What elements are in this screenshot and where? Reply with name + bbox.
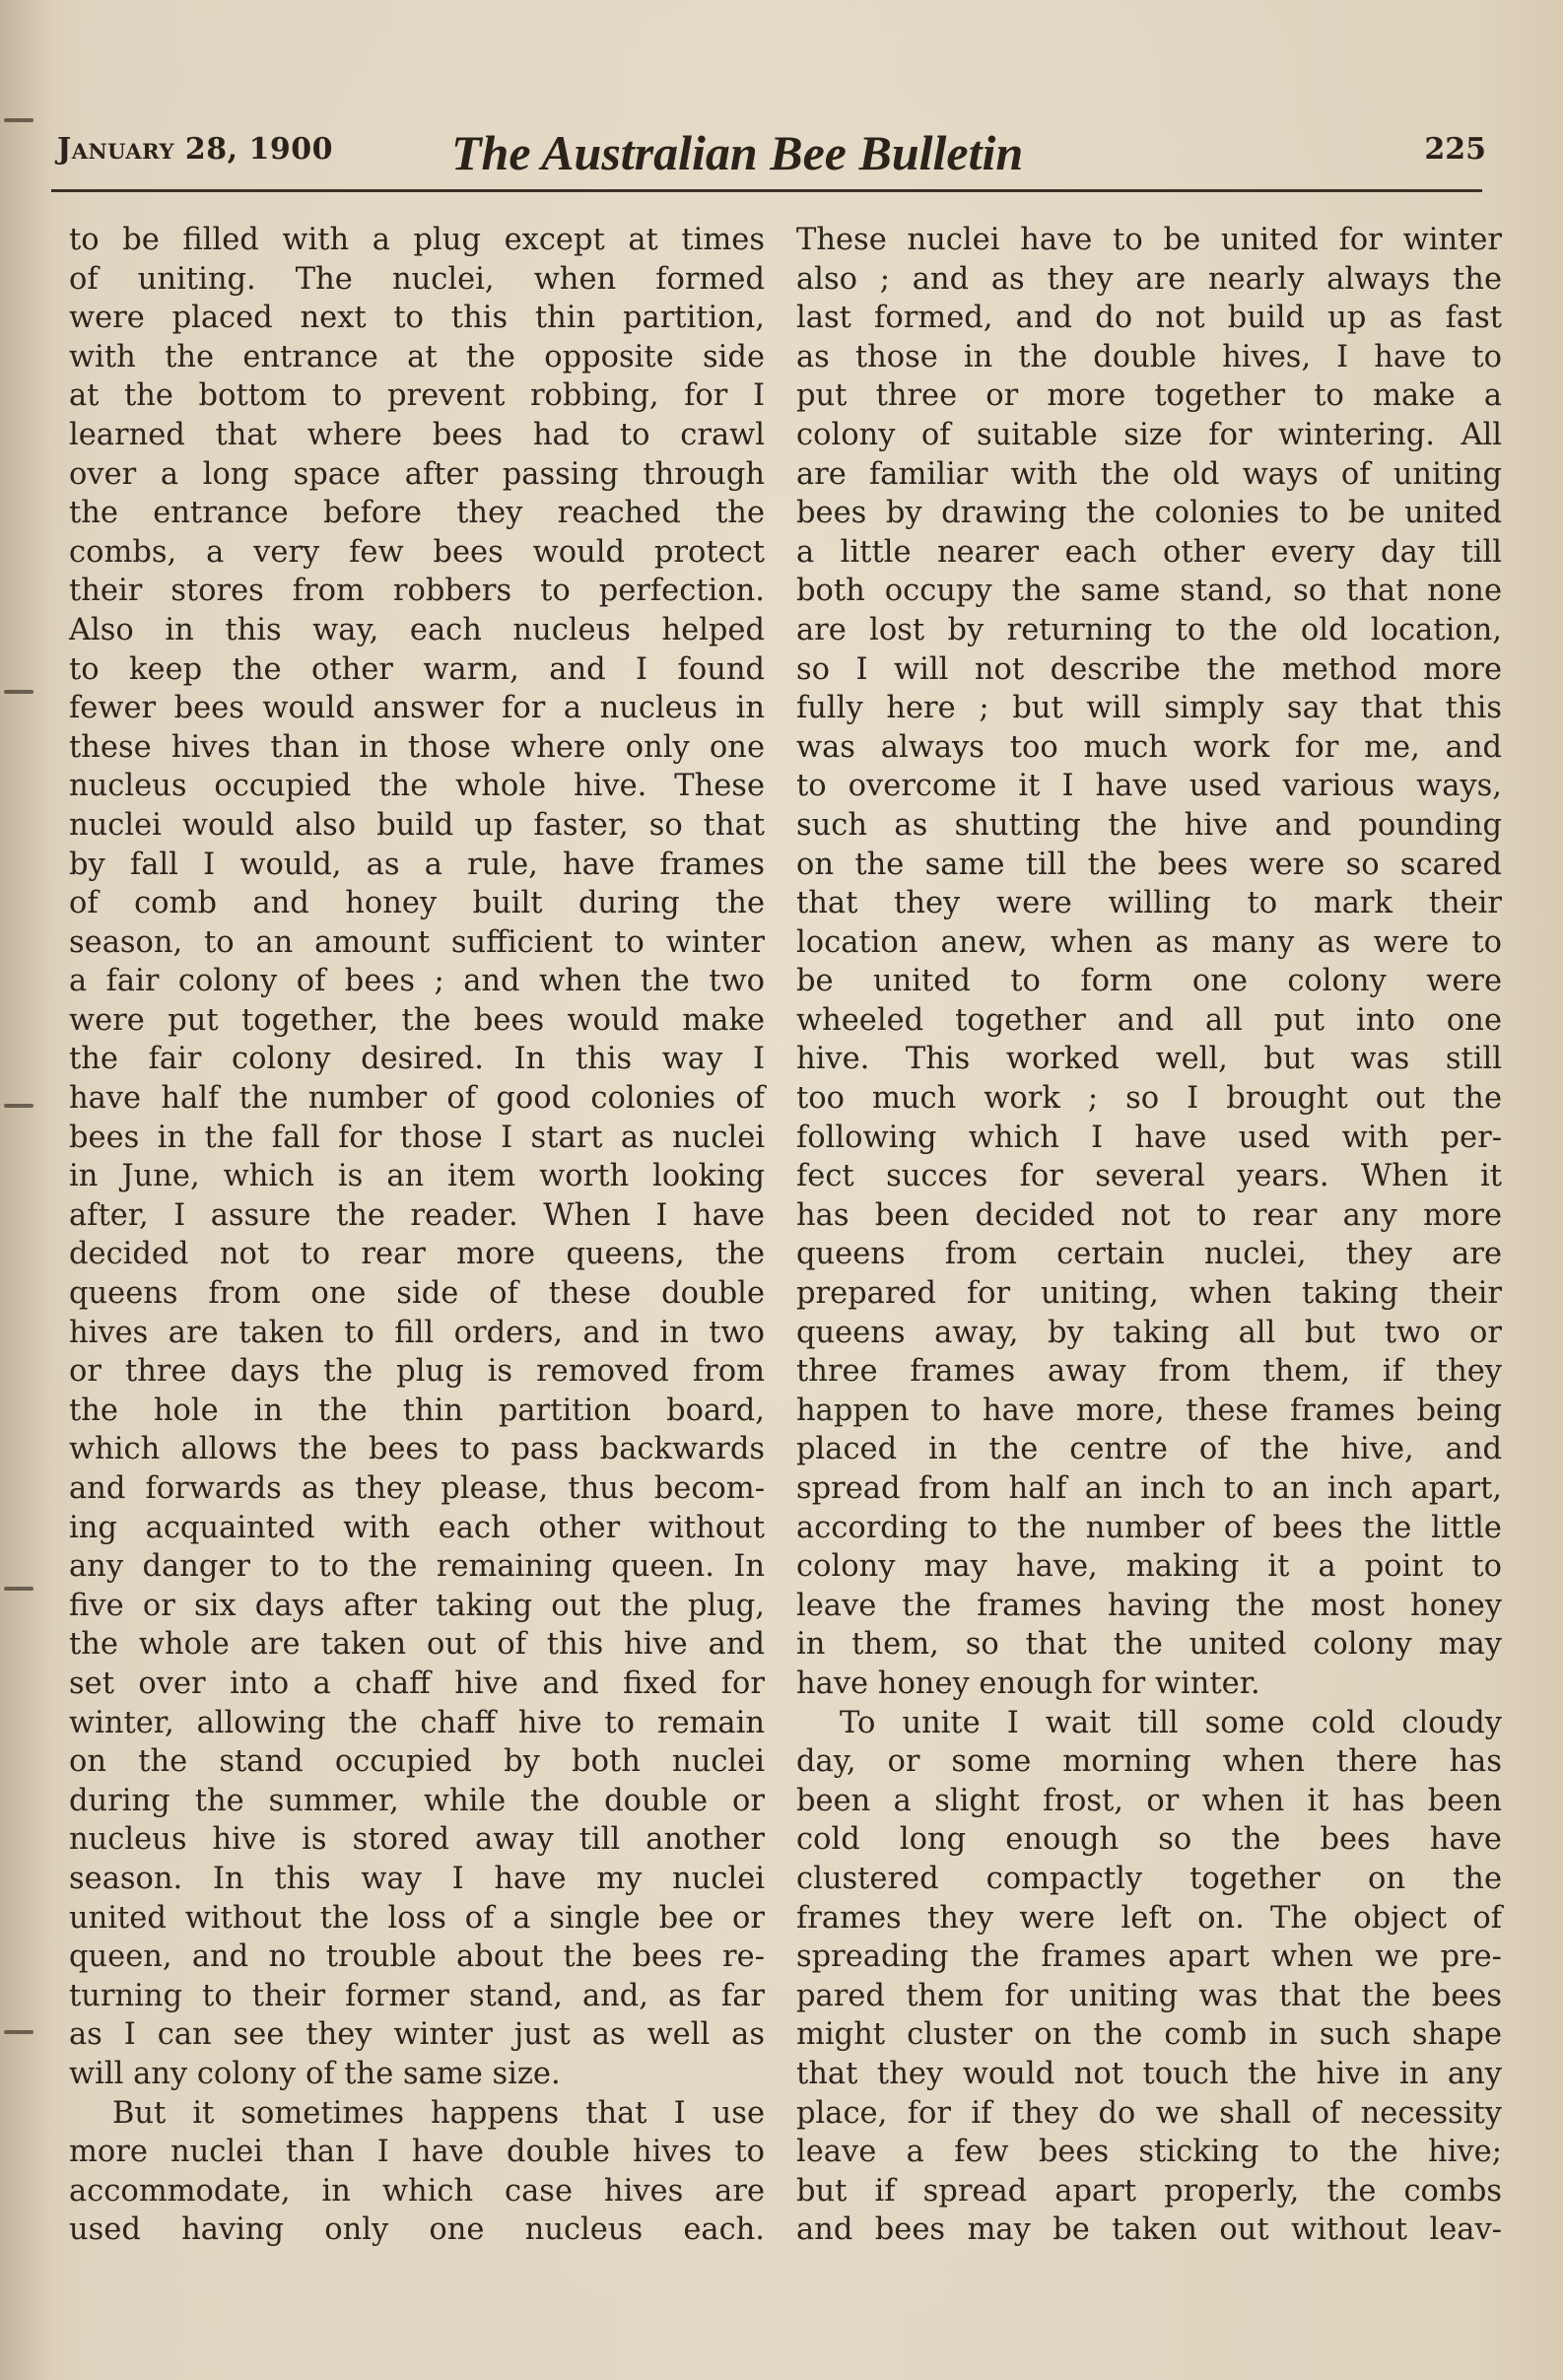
- text-line: but if spread apart properly, the combs: [796, 2173, 1502, 2209]
- text-line: a little nearer each other every day till: [796, 534, 1502, 570]
- text-line: But it sometimes happens that I use: [112, 2095, 765, 2131]
- text-line: both occupy the same stand, so that none: [796, 574, 1502, 609]
- binding-stitch: [4, 1587, 34, 1591]
- text-line: prepared for uniting, when taking their: [796, 1276, 1502, 1312]
- text-line: united without the loss of a single bee or: [69, 1900, 765, 1936]
- text-line: combs, a very few bees would protect: [69, 534, 765, 570]
- text-line: last formed, and do not build up as fast: [796, 301, 1502, 336]
- text-line: hive. This worked well, but was still: [796, 1042, 1502, 1077]
- binding-stitch: [4, 2030, 34, 2034]
- text-line: set over into a chaff hive and fixed for: [69, 1666, 765, 1701]
- text-line: fect succes for several years. When it: [796, 1159, 1502, 1194]
- text-line: cold long enough so the bees have: [796, 1822, 1502, 1858]
- text-line: learned that where bees had to crawl: [69, 417, 765, 452]
- text-line: three frames away from them, if they: [796, 1354, 1502, 1390]
- text-line: the hole in the thin partition board,: [69, 1393, 765, 1428]
- text-line: too much work ; so I brought out the: [796, 1081, 1502, 1117]
- text-line: on the stand occupied by both nuclei: [69, 1744, 765, 1780]
- text-line: ing acquainted with each other without: [69, 1510, 765, 1545]
- text-line: clustered compactly together on the: [796, 1861, 1502, 1896]
- text-line: frames they were left on. The object of: [796, 1900, 1502, 1936]
- text-line: five or six days after taking out the plug,: [69, 1588, 765, 1623]
- text-line: bees in the fall for those I start as nuclei: [69, 1120, 765, 1155]
- text-line: by fall I would, as a rule, have frames: [69, 847, 765, 882]
- text-line: so I will not describe the method more: [796, 651, 1502, 687]
- text-line: used having only one nucleus each.: [69, 2212, 765, 2248]
- text-line: leave a few bees sticking to the hive;: [796, 2135, 1502, 2170]
- text-line: as those in the double hives, I have to: [796, 339, 1502, 374]
- text-line: queens away, by taking all but two or: [796, 1315, 1502, 1350]
- text-line: wheeled together and all put into one: [796, 1002, 1502, 1038]
- text-line: nuclei would also build up faster, so that: [69, 807, 765, 843]
- text-line: decided not to rear more queens, the: [69, 1237, 765, 1272]
- text-line: in them, so that the united colony may: [796, 1627, 1502, 1663]
- text-line: bees by drawing the colonies to be united: [796, 496, 1502, 531]
- text-line: after, I assure the reader. When I have: [69, 1197, 765, 1233]
- text-line: place, for if they do we shall of necessity: [796, 2095, 1502, 2131]
- text-line: leave the frames having the most honey: [796, 1588, 1502, 1623]
- text-line: turning to their former stand, and, as far: [69, 1978, 765, 2013]
- text-line: over a long space after passing through: [69, 456, 765, 492]
- text-line: been a slight frost, or when it has been: [796, 1783, 1502, 1818]
- text-line: and bees may be taken out without leav-: [796, 2212, 1502, 2248]
- text-line: day, or some morning when there has: [796, 1744, 1502, 1780]
- text-line: spreading the frames apart when we pre-: [796, 1939, 1502, 1975]
- right-text-column: [796, 221, 1502, 2250]
- text-line: season. In this way I have my nuclei: [69, 1861, 765, 1896]
- binding-stitch: [4, 690, 34, 694]
- text-line: and forwards as they please, thus becom-: [69, 1471, 765, 1506]
- text-line: following which I have used with per-: [796, 1120, 1502, 1155]
- text-line: colony of suitable size for wintering. All: [796, 417, 1502, 452]
- text-line: Also in this way, each nucleus helped: [69, 612, 765, 647]
- text-line: were put together, the bees would make: [69, 1002, 765, 1038]
- text-line: their stores from robbers to perfection.: [69, 574, 765, 609]
- text-line: in June, which is an item worth looking: [69, 1159, 765, 1194]
- text-line: to keep the other warm, and I found: [69, 651, 765, 687]
- text-line: to be filled with a plug except at times: [69, 223, 765, 257]
- text-line: queens from one side of these double: [69, 1276, 765, 1312]
- text-line: are lost by returning to the old location,: [796, 612, 1502, 647]
- text-line: queens from certain nuclei, they are: [796, 1237, 1502, 1272]
- text-line: at the bottom to prevent robbing, for I: [69, 378, 765, 414]
- publication-title: The Australian Bee Bulletin: [451, 125, 1024, 180]
- text-line: a fair colony of bees ; and when the two: [69, 964, 765, 999]
- binding-edge: [0, 0, 51, 2380]
- text-line: nucleus occupied the whole hive. These: [69, 769, 765, 804]
- text-line: any danger to to the remaining queen. In: [69, 1549, 765, 1585]
- text-line: queen, and no trouble about the bees re-: [69, 1939, 765, 1975]
- text-line: winter, allowing the chaff hive to remain: [69, 1705, 765, 1740]
- text-line: also ; and as they are nearly always the: [796, 261, 1502, 297]
- text-line: was always too much work for me, and: [796, 729, 1502, 765]
- text-line: the whole are taken out of this hive and: [69, 1627, 765, 1663]
- header-rule: [51, 189, 1482, 192]
- text-line: hives are taken to fill orders, and in two: [69, 1315, 765, 1350]
- text-line: might cluster on the comb in such shape: [796, 2017, 1502, 2053]
- text-line: nucleus hive is stored away till another: [69, 1822, 765, 1858]
- text-line: pared them for uniting was that the bees: [796, 1978, 1502, 2013]
- text-line: will any colony of the same size.: [69, 2056, 561, 2091]
- text-line: season, to an amount sufficient to winter: [69, 924, 765, 960]
- text-line: during the summer, while the double or: [69, 1783, 765, 1818]
- text-line: such as shutting the hive and pounding: [796, 807, 1502, 843]
- text-line: on the same till the bees were so scared: [796, 847, 1502, 882]
- text-line: to overcome it I have used various ways,: [796, 769, 1502, 804]
- text-line: of comb and honey built during the: [69, 886, 765, 921]
- binding-stitch: [4, 1104, 34, 1108]
- text-line: these hives than in those where only one: [69, 729, 765, 765]
- text-line: with the entrance at the opposite side: [69, 339, 765, 374]
- text-line: put three or more together to make a: [796, 378, 1502, 414]
- text-line: colony may have, making it a point to: [796, 1549, 1502, 1585]
- text-line: fewer bees would answer for a nucleus in: [69, 691, 765, 726]
- text-line: as I can see they winter just as well as: [69, 2017, 765, 2053]
- text-line: more nuclei than I have double hives to: [69, 2135, 765, 2170]
- text-line: have half the number of good colonies of: [69, 1081, 765, 1117]
- text-line: the entrance before they reached the: [69, 496, 765, 531]
- page-number: 225: [1424, 132, 1486, 167]
- text-line: or three days the plug is removed from: [69, 1354, 765, 1390]
- text-line: location anew, when as many as were to: [796, 924, 1502, 960]
- text-line: fully here ; but will simply say that this: [796, 691, 1502, 726]
- text-line: spread from half an inch to an inch apart,: [796, 1471, 1502, 1506]
- text-line: that they were willing to mark their: [796, 886, 1502, 921]
- text-line: be united to form one colony were: [796, 964, 1502, 999]
- text-line: has been decided not to rear any more: [796, 1197, 1502, 1233]
- running-header: [57, 124, 1486, 183]
- text-line: which allows the bees to pass backwards: [69, 1432, 765, 1467]
- text-line: that they would not touch the hive in any: [796, 2056, 1502, 2091]
- text-line: To unite I wait till some cold cloudy: [840, 1705, 1502, 1740]
- text-line: have honey enough for winter.: [796, 1666, 1260, 1701]
- issue-date: January 28, 1900: [57, 132, 334, 167]
- text-line: happen to have more, these frames being: [796, 1393, 1502, 1428]
- text-line: placed in the centre of the hive, and: [796, 1432, 1502, 1467]
- text-line: were placed next to this thin partition,: [69, 301, 765, 336]
- text-line: of uniting. The nuclei, when formed: [69, 261, 765, 297]
- text-line: are familiar with the old ways of uniting: [796, 456, 1502, 492]
- text-line: These nuclei have to be united for winter: [796, 223, 1502, 257]
- text-line: the fair colony desired. In this way I: [69, 1042, 765, 1077]
- left-text-column: [69, 221, 765, 2250]
- text-line: accommodate, in which case hives are: [69, 2173, 765, 2209]
- text-line: according to the number of bees the little: [796, 1510, 1502, 1545]
- binding-stitch: [4, 118, 34, 122]
